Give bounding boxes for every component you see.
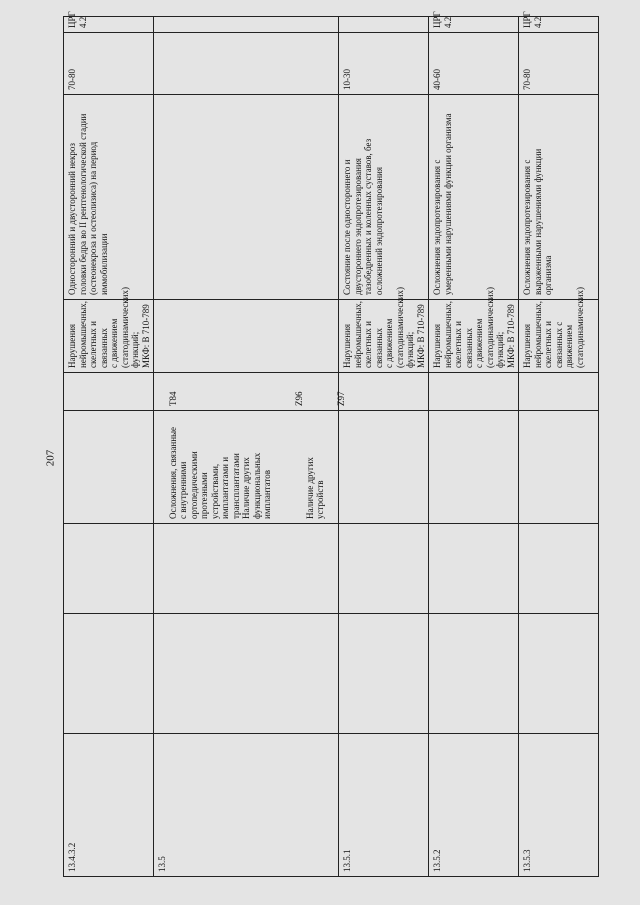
cell-code: 13.5.2 xyxy=(429,734,519,877)
cell-percent: 70-80 xyxy=(64,33,154,95)
diagnosis-sub: Наличие других устройств xyxy=(304,457,325,519)
cell-percent: 40-60 xyxy=(429,33,519,95)
page-number: 207 xyxy=(44,449,57,467)
table-row xyxy=(519,17,599,877)
icd-code: T84 xyxy=(167,391,178,406)
cell-function: Нарушения нейромышечных, скелетных и связанных с движением (статодинамических) xyxy=(519,300,599,373)
cell-empty xyxy=(154,17,339,33)
cell-empty xyxy=(154,614,339,734)
cell-empty xyxy=(154,33,339,95)
cell-empty xyxy=(339,373,429,411)
diagnosis-sub: Наличие других функциональных имплантатов xyxy=(241,452,272,519)
cell-empty xyxy=(64,411,154,524)
cell-code: 13.4.3.2 xyxy=(64,734,154,877)
cell-empty xyxy=(429,614,519,734)
cell-percent: 70-80 xyxy=(519,33,599,95)
cell-empty xyxy=(154,95,339,300)
cell-empty xyxy=(519,373,599,411)
cell-empty xyxy=(519,524,599,614)
cell-function: Нарушения нейромышечных, скелетных и связанных с движением (статодинамических) функций; МКФ: В 710-789 xyxy=(429,300,519,373)
cell-empty xyxy=(339,524,429,614)
cell-empty xyxy=(64,614,154,734)
cell-empty xyxy=(429,373,519,411)
cell-code: 13.5 xyxy=(154,734,339,877)
cell-percent: 10-30 xyxy=(339,33,429,95)
rotated-table-wrapper xyxy=(63,11,585,877)
cell-code: 13.5.3 xyxy=(519,734,599,877)
cell-icd xyxy=(154,373,346,411)
cell-empty xyxy=(154,300,339,373)
table-row xyxy=(154,17,339,877)
table-row xyxy=(64,17,154,877)
cell-code: 13.5.1 xyxy=(339,734,429,877)
icd-code: Z97 xyxy=(336,391,346,406)
cell-empty xyxy=(429,411,519,524)
cell-empty xyxy=(64,524,154,614)
cell-cpg: ЦРГ 4.2 xyxy=(64,17,154,33)
cell-description: Осложнения эндопротезирования с умеренными нарушениями функции организма xyxy=(429,95,519,300)
table-row xyxy=(339,17,429,877)
cell-empty xyxy=(339,614,429,734)
diagnosis-main: Осложнения, связанные с внутренними ортопедическими протезными устройствами, имплантатами и трансплантатами xyxy=(167,426,241,519)
cell-description: Односторонний и двусторонний некроз головки бедра во II рентгенологической стадии (остеонекроза и остеолизиса) на период иммобилизации xyxy=(64,95,154,300)
cell-description: Осложнения эндопротезирования с выраженными нарушениями функции организма xyxy=(519,95,599,300)
cell-cpg: ЦРГ 4.2 xyxy=(519,17,599,33)
cell-function: Нарушения нейромышечных, скелетных и связанных с движением (статодинамических) функций; МКФ: В 710-789 xyxy=(64,300,154,373)
cell-empty xyxy=(519,614,599,734)
cell-description: Состояние после одностороннего и двустороннего эндопротезирования тазобедренных и коленных суставов, без осложнений эндопротезирования xyxy=(339,95,429,300)
cell-function: Нарушения нейромышечных, скелетных и связанных с движением (статодинамических) функций; МКФ: В 710-789 xyxy=(339,300,429,373)
cell-empty xyxy=(339,411,429,524)
cell-empty xyxy=(154,524,339,614)
icd-code: Z96 xyxy=(293,391,304,406)
criteria-table xyxy=(63,11,599,877)
cell-diagnosis xyxy=(154,411,339,524)
cell-empty xyxy=(339,17,429,33)
cell-empty xyxy=(64,373,154,411)
cell-empty xyxy=(519,411,599,524)
cell-empty xyxy=(429,524,519,614)
cell-cpg: ЦРГ 4.2 xyxy=(429,17,519,33)
table-row xyxy=(429,17,519,877)
